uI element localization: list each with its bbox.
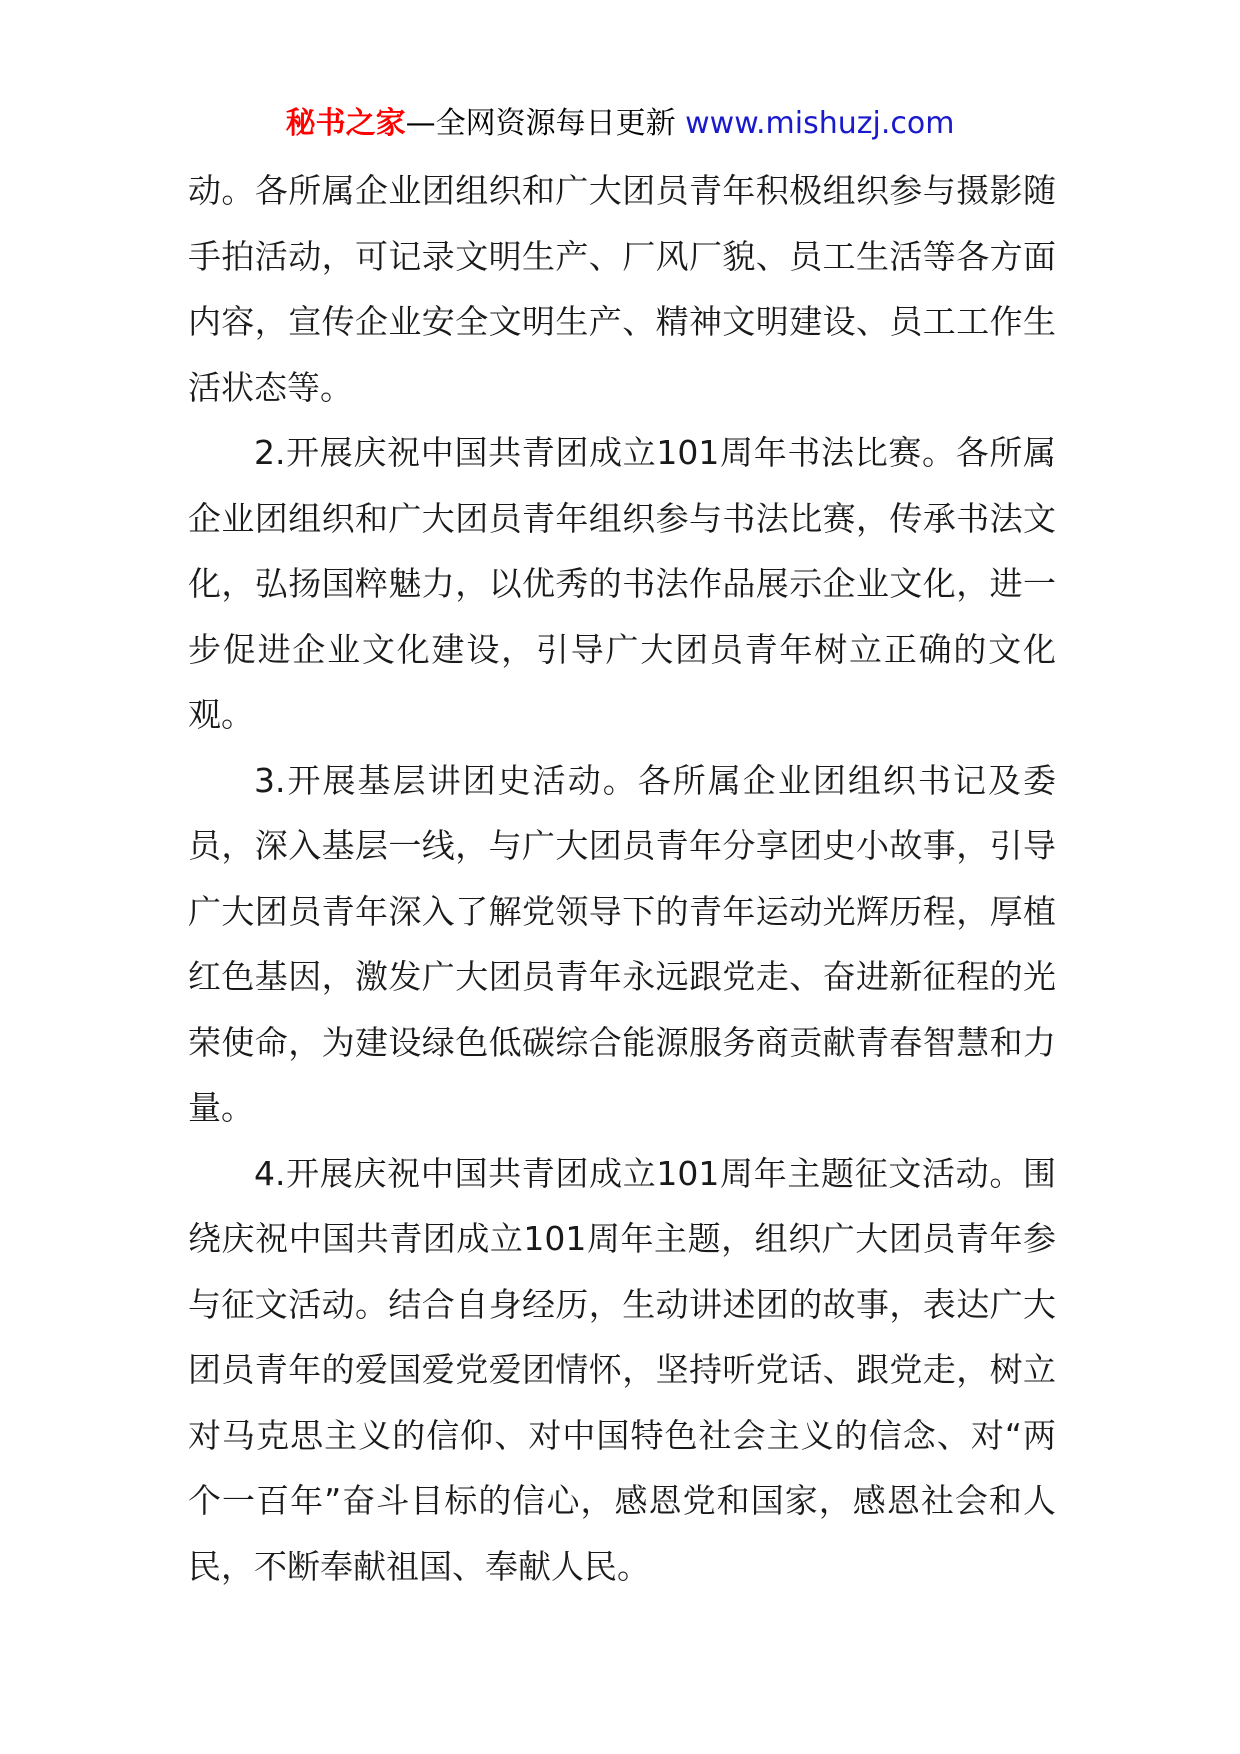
paragraph-item-2: 2.开展庆祝中国共青团成立101周年书法比赛。各所属企业团组织和广大团员青年组织参与书法比赛，传承书法文化，弘扬国粹魅力，以优秀的书法作品展示企业文化，进一步促进企业文化建设，引导广大团员青年树立正确的文化观。 bbox=[188, 433, 1056, 734]
header-slogan: —全网资源每日更新 bbox=[405, 106, 686, 141]
page-header bbox=[0, 100, 1240, 148]
document-body bbox=[188, 158, 1056, 1599]
paragraph-item-3: 3.开展基层讲团史活动。各所属企业团组织书记及委员，深入基层一线，与广大团员青年分享团史小故事，引导广大团员青年深入了解党领导下的青年运动光辉历程，厚植红色基因，激发广大团员青年永远跟党走、奋进新征程的光荣使命，为建设绿色低碳综合能源服务商贡献青春智慧和力量。 bbox=[188, 760, 1056, 1127]
brand-name: 秘书之家 bbox=[285, 106, 406, 141]
paragraph-continuation: 动。各所属企业团组织和广大团员青年积极组织参与摄影随手拍活动，可记录文明生产、厂风厂貌、员工生活等各方面内容，宣传企业安全文明生产、精神文明建设、员工工作生活状态等。 bbox=[188, 171, 1056, 407]
paragraph-item-4: 4.开展庆祝中国共青团成立101周年主题征文活动。围绕庆祝中国共青团成立101周年主题，组织广大团员青年参与征文活动。结合自身经历，生动讲述团的故事，表达广大团员青年的爱国爱党爱团情怀，坚持听党话、跟党走，树立对马克思主义的信仰、对中国特色社会主义的信念、对“两个一百年”奋斗目标的信心，感恩党和国家，感恩社会和人民，不断奉献祖国、奉献人民。 bbox=[188, 1153, 1056, 1586]
site-url-link[interactable]: www.mishuzj.com bbox=[685, 106, 955, 141]
